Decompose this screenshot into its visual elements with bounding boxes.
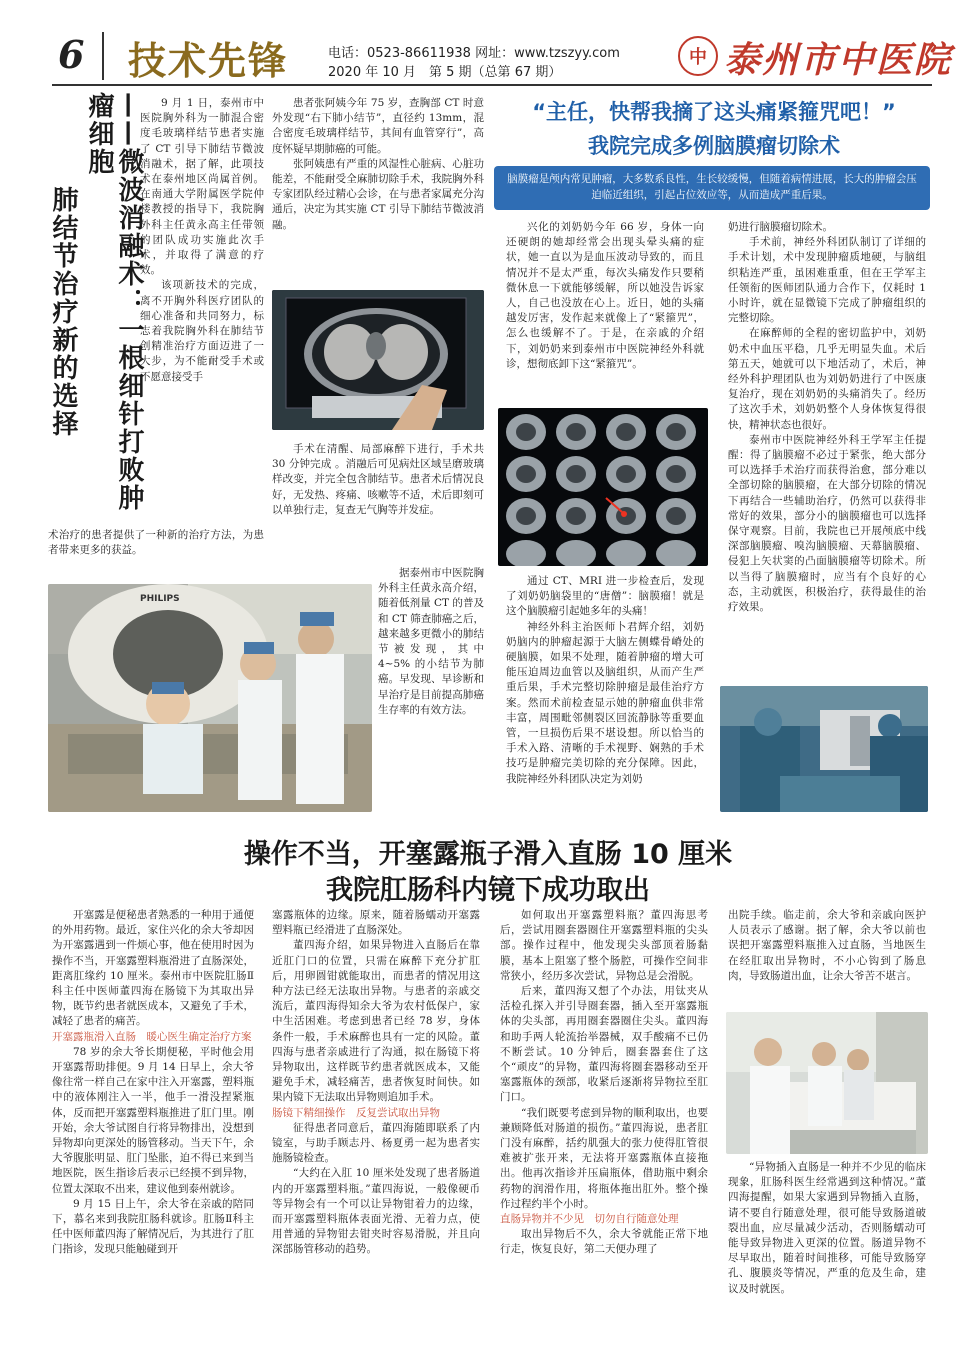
banner-text: 脑膜瘤是颅内常见肿瘤，大多数系良性，生长较缓慢，但随着病情进展，长大的肿瘤会压迫临近组织，引起占位效应等，从而造成严重后果。 bbox=[507, 173, 917, 201]
ward-image bbox=[726, 1012, 928, 1154]
ward-photo bbox=[726, 1012, 928, 1154]
article1-col1-full bbox=[48, 528, 264, 558]
ct-machine-photo bbox=[48, 584, 372, 812]
paragraph: 9 月 1 日，泰州市中医院胸外科为一肺混合密度毛玻璃样结节患者实施了 CT 引导下肺结节微波消融术，据了解，此项技术在泰州地区尚属首例。在南通大学附属医学院仲楼教授的指导下，我院胸外科主任黄永高主任带领的团队成功实施此次手术，并取得了满意的疗效。 bbox=[140, 97, 264, 277]
paragraph: 神经外科主治医师卜君辉介绍，刘奶奶脑内的肿瘤起源于大脑左侧蝶骨嵴处的硬脑膜，如果不处理，随着肿瘤的增大可能压迫周边血管以及脑组织，从而产生严重后果，手术完整切除肿瘤是最佳治疗方案。然而术前检查显示她的肿瘤血供非常丰富，周围毗邻侧裂区回流静脉等重要血管，一旦损伤后果不堪设想。所以恰当的手术入路、清晰的手术视野、娴熟的手术技巧是肿瘤完美切除的充分保障。因此，我院神经外科团队决定为刘奶 bbox=[506, 620, 704, 785]
paragraph: 泰州市中医院神经外科王学军主任提醒：得了脑膜瘤不必过于紧张，绝大部分可以选择手术治疗而获得治愈，部分难以全部切除的脑膜瘤，在大部分切除的情况下再结合一些辅助治疗，仍然可以获得非常好的效果，部分小的脑膜瘤也可以选择保守观察。目前，我院也已开展颅底中线深部脑膜瘤、嗅沟脑膜瘤、天幕脑膜瘤、侵犯上矢状窦的凸面脑膜瘤等切除术。所以当得了脑膜瘤时，应当有个良好的心态，主动就医，积极治疗，获得最佳的治疗效果。 bbox=[728, 433, 926, 614]
issue-info: 2020 年 10 月 第 5 期（总第 67 期） bbox=[328, 65, 562, 80]
paragraph: “大约在入肛 10 厘米处发现了患者肠道内的开塞露塑料瓶。”董四海说，一般像硬币等异物会有一个可以让异物钳着力的边缘，而开塞露塑料瓶体表面光滑、无着力点，使用普通的异物钳去钳夹时容易滑脱，并且向深部肠管移动的趋势。 bbox=[272, 1167, 480, 1256]
paragraph: 后来，董四海又想了个办法，用钛夹从活检孔探入并引导圈套器，插入至开塞露瓶体的尖头部，再用圈套器圈住尖头。董四海和助手两人轮流抬举器械，双手酸痛不已仍不断尝试。10 分钟后，圈套器套住了这个“顽皮”的异物，董四海将圈套器移动至开塞露瓶体的颈部，收紧后逐渐将异物拉至肛门口。 bbox=[500, 985, 708, 1104]
paragraph: 开塞露是便秘患者熟悉的一种用于通便的外用药物。最近，家住兴化的余大爷却因为开塞露遇到一件烦心事，他在使用时因为操作不当，开塞露塑料瓶滑进了直肠深处，距离肛缘约 10 厘米。泰州市中医院肛肠Ⅱ科主任中医师董四海在肠镜下为其取出异物，既节约患者就医成本，又避免了手术，减轻了患者的痛苦。 bbox=[52, 909, 254, 1028]
paragraph: 如何取出开塞露塑料瓶？董四海思考后，尝试用圈套器圈住开塞露塑料瓶的尖头部。操作过程中，他发现尖头部顶着肠黏膜，基本上阻塞了整个肠腔，可操作空间非常狭小，经历多次尝试，异物总是会滑脱。 bbox=[500, 909, 708, 982]
paragraph: 手术在清醒、局部麻醉下进行，手术共 30 分钟完成 。消融后可见病灶区域呈磨玻璃样改变，并完全包含肺结节。患者术后情况良好，无发热、疼痛、咳嗽等不适，术后即刻可以单独行走，复查无气胸等并发症。 bbox=[272, 443, 484, 516]
section-title: 技术先锋 bbox=[128, 38, 289, 83]
article3-col2 bbox=[272, 908, 480, 1258]
paragraph: 董四海介绍，如果异物进入直肠后在靠近肛门口的位置，只需在麻醉下充分扩肛后，用卵圆钳就能取出，而患者的情况用这种方法已经无法取出异物。与患者的亲戚交流后，董四海得知余大爷为农村低保户，家中生活困难。考虑到患者已经 78 岁，身体条件一般，手术麻醉也具有一定的风险。董四海与患者亲戚进行了沟通，拟在肠镜下将异物取出，这样既节约患者就医成本，又能避免手术，减轻痛苦，患者恢复时间快。如果内镜下无法取出异物则追加手术。 bbox=[272, 939, 480, 1104]
paragraph: 张阿姨患有严重的风湿性心脏病、心脏功能差，不能耐受全麻肺切除手术，我院胸外科专家团队经过精心会诊，在与患者家属充分沟通后，决定为其实施 CT 引导下肺结节微波消融。 bbox=[272, 157, 484, 231]
article2-col-a-bottom bbox=[506, 574, 704, 787]
mri-grid-image bbox=[498, 408, 708, 566]
article3-title-line1: 操作不当，开塞露瓶子滑入直肠 10 厘米 bbox=[243, 839, 733, 870]
surgery-photo bbox=[720, 686, 928, 812]
article3-col3 bbox=[500, 908, 708, 1258]
article1-col2-bottom bbox=[272, 442, 484, 518]
page-number: 6 bbox=[58, 32, 85, 77]
article2-title-line1: “主任，快帮我摘了这头痛紧箍咒吧！” bbox=[532, 100, 896, 124]
article1-col2-tail bbox=[378, 566, 484, 718]
header-divider-vertical bbox=[102, 32, 104, 80]
article3-col1 bbox=[52, 908, 254, 1258]
paragraph: 78 岁的余大爷长期便秘，平时他会用开塞露帮助排便。9 月 14 日早上，余大爷像往常一样自己在家中注入开塞露，塑料瓶中的液体刚注入一半，他手一滑没捏紧瓶体，反而把开塞露塑料瓶推进了肛门里。刚开始，余大爷试图自行将异物排出，没想到异物却向更深处的肠管移动。当天下午，余大爷腹胀明显、肛门坠胀，迫不得已来到当地医院，医生指诊后表示已经摸不到异物，位置太深取不出来，建议他到泰州就诊。 bbox=[52, 1045, 254, 1195]
section-subheading: 开塞露瓶滑入直肠 暖心医生确定治疗方案 bbox=[52, 1030, 252, 1043]
paragraph: 奶进行脑膜瘤切除术。 bbox=[728, 221, 833, 233]
paragraph: 患者张阿姨今年 75 岁，查胸部 CT 时意外发现“右下肺小结节”，直径约 13mm，混合密度毛玻璃样结节，其间有血管穿行”，高度怀疑早期肺癌的可能。 bbox=[272, 97, 484, 155]
hospital-logo-icon bbox=[678, 36, 718, 76]
paragraph: 术治疗的患者提供了一种新的治疗方法，为患者带来更多的获益。 bbox=[48, 529, 264, 557]
paragraph: 9 月 15 日上午，余大爷在亲戚的陪同下，慕名来到我院肛肠科就诊。肛肠Ⅱ科主任中医师董四海了解情况后，为其进行了肛门指诊，发现只能触碰到开 bbox=[52, 1197, 254, 1256]
paragraph: 征得患者同意后，董四海随即联系了内镜室，与助手顾志丹、杨夏勇一起为患者实施肠镜检查。 bbox=[272, 1121, 480, 1165]
paragraph: 手术前，神经外科团队制订了详细的手术计划，术中发现肿瘤质地硬，与脑组织粘连严重，虽困难重重，但在王学军主任领衔的医师团队通力合作下，仅耗时 1 小时许，就在显微镜下完成了肿瘤组织的完整切除。 bbox=[728, 236, 926, 325]
ct-machine-brand: PHILIPS bbox=[140, 594, 180, 604]
paragraph: 在麻醉师的全程的密切监护中，刘奶奶术中血压平稳，几乎无明显失血。术后第五天，她就可以下地活动了，术后，神经外科护理团队也为刘奶奶进行了中医康复治疗，现在刘奶奶的头痛消失了。经历了这次手术，刘奶奶整个人身体恢复得很快，精神状态也很好。 bbox=[728, 327, 926, 431]
paragraph: 塞露瓶体的边缘。原来，随着肠蠕动开塞露塑料瓶已经滑进了直肠深处。 bbox=[272, 909, 480, 937]
operating-room-image bbox=[720, 686, 928, 812]
ct-room-image bbox=[48, 584, 372, 812]
section-subheading: 肠镜下精细操作 反复尝试取出异物 bbox=[272, 1106, 440, 1119]
paragraph: 兴化的刘奶奶今年 66 岁，身体一向还硬朗的她却经常会出现头晕头痛的症状，她一直以为是血压波动导致的，而且情况并不是太严重，每次头痛发作只要稍微休息一下就能够缓解，所以她没告诉家人，自己也没放在心上。近日，她的头痛越发厉害，发作起来就像上了“紧箍咒”，怎么也缓解不了。于是，在亲戚的介绍下，刘奶奶来到泰州市中医院神经外科就诊，想彻底卸下这“紧箍咒”。 bbox=[506, 221, 704, 370]
paragraph: 取出异物后不久，余大爷就能正常下地行走，恢复良好，第二天便办理了 bbox=[500, 1228, 708, 1256]
paragraph: “我们既要考虑到异物的顺利取出，也要兼顾降低对肠道的损伤。”董四海说，患者肛门没有麻醉，括约肌强大的张力使得肛管很难被扩张开来，无法将开塞露瓶体直接拖出。他再次指诊并压扁瓶体，借助瓶中剩余药物的润滑作用，将瓶体拖出肛外。整个操作过程约半个小时。 bbox=[500, 1106, 708, 1210]
paragraph: “异物插入直肠是一种并不少见的临床现象，肛肠科医生经常遇到这种情况。”董四海提醒，如果大家遇到异物插入直肠，请不要自行随意处理，很可能导致肠道破裂出血，应尽量减少活动，否则肠蠕动可能导致异物进入更深的位置。肠道异物不尽早取出，随着时间推移，可能导致肠穿孔、腹膜炎等情况，严重的危及生命，建议及时就医。 bbox=[728, 1161, 926, 1295]
mri-scan-photo bbox=[498, 408, 708, 566]
paragraph: 据泰州市中医院胸外科主任黄永高介绍，随着低剂量 CT 的普及和 CT 筛查肺癌之后，越来越多更微小的肺结节被发现，其中 4~5% 的小结节为肺癌。早发现、早诊断和早治疗是目前提高肺癌生存率的有效方法。 bbox=[378, 567, 484, 716]
mri-caption: 通过 CT、MRI 进一步检查后，发现了刘奶奶脑袋里的“唐僧”：脑膜瘤！就是这个脑膜瘤引起她多年的头痛！ bbox=[506, 575, 704, 618]
article3-title-line2: 我院肛肠科内镜下成功取出 bbox=[326, 875, 650, 906]
article2-title-line2: 我院完成多例脑膜瘤切除术 bbox=[588, 134, 840, 158]
header-rule bbox=[52, 84, 932, 86]
article1-col1-top bbox=[140, 96, 264, 385]
article1-col2-top bbox=[272, 96, 484, 233]
logo-text: 中 bbox=[689, 47, 707, 68]
article3-col4-bottom bbox=[728, 1160, 926, 1297]
paragraph: 出院手续。临走前，余大爷和亲戚向医护人员表示了感谢。据了解，余大爷以前也误把开塞露塑料瓶推入过直肠，当地医生在经肛取出异物时，不小心钩到了肠息肉，导致肠道出血，让余大爷苦不堪言。 bbox=[728, 909, 926, 982]
contact-info: 电话：0523-86611938 网址：www.tzszyy.com bbox=[328, 46, 620, 61]
section-subheading: 直肠异物并不少见 切勿自行随意处理 bbox=[500, 1213, 679, 1226]
article2-col-b bbox=[728, 220, 926, 615]
article3-col4-top bbox=[728, 908, 926, 984]
article1-title: 肺结节治疗新的选择 bbox=[48, 186, 78, 438]
article1-subtitle: ——微波消融术：一根细针打败肿瘤细胞 bbox=[84, 92, 144, 512]
hospital-name: 泰州市中医院 bbox=[724, 39, 953, 81]
article2-col-a-top bbox=[506, 220, 704, 372]
article2-banner bbox=[494, 166, 930, 210]
ct-scan-image bbox=[272, 290, 484, 430]
paragraph: 该项新技术的完成，离不开胸外科医疗团队的细心准备和共同努力，标志着我院胸外科在肺结节创精准治疗方面迈进了一大步，为不能耐受手术或不愿意接受手 bbox=[140, 279, 264, 383]
ct-scan-photo bbox=[272, 290, 484, 430]
